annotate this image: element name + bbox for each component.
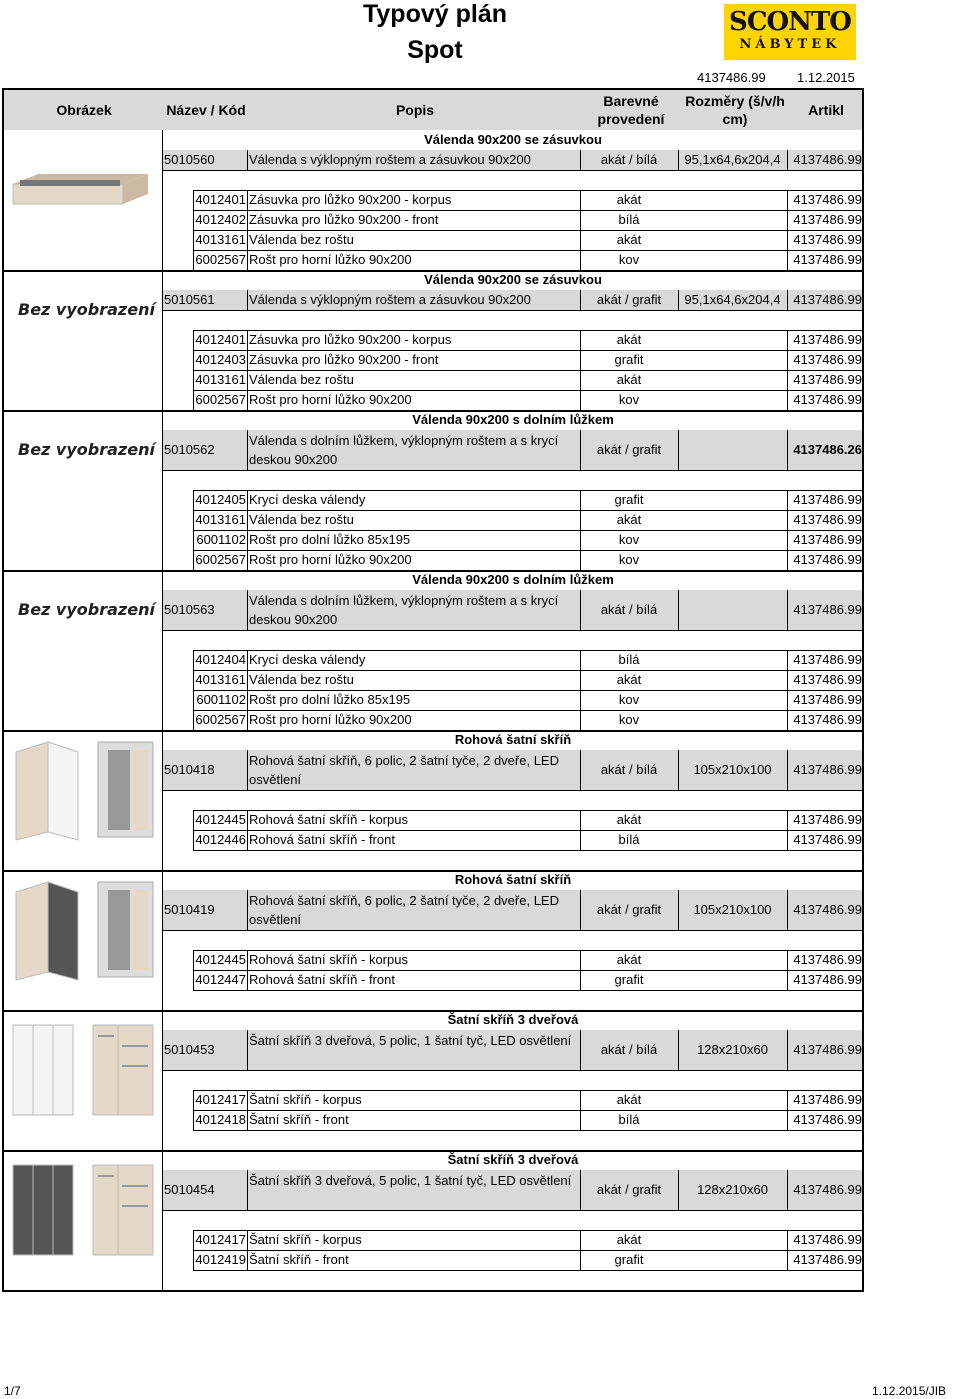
page-title: Typový plán — [362, 0, 507, 28]
part-code: 4012447 — [195, 972, 246, 987]
main-code: 5010563 — [164, 602, 215, 617]
page-number: 1/7 — [4, 1384, 21, 1398]
no-image-label: Bez vyobrazení — [18, 300, 155, 319]
part-article: 4137486.99 — [793, 1112, 862, 1127]
main-color: akát / grafit — [596, 442, 662, 457]
part-code: 6002567 — [195, 552, 246, 567]
part-color: akát — [616, 1092, 642, 1107]
part-article: 4137486.99 — [793, 712, 862, 727]
part-article: 4137486.99 — [793, 972, 862, 987]
part-description: Šatní skříň - front — [249, 1112, 349, 1127]
part-article: 4137486.99 — [793, 392, 862, 407]
main-article: 4137486.99 — [793, 1182, 862, 1197]
part-color: akát — [616, 812, 642, 827]
part-description: Šatní skříň - korpus — [249, 1092, 362, 1107]
part-description: Rošt pro dolní lůžko 85x195 — [249, 692, 411, 707]
col-dims: Rozměry (š/v/h cm) — [685, 93, 785, 127]
part-description: Rošt pro horní lůžko 90x200 — [249, 252, 412, 267]
section-title: Šatní skříň 3 dveřová — [447, 1152, 579, 1167]
section-title: Válenda 90x200 s dolním lůžkem — [412, 412, 614, 427]
main-dimensions: 105x210x100 — [693, 762, 772, 777]
part-color: akát — [616, 232, 642, 247]
main-description: Válenda s výklopným roštem a zásuvkou 90x200 — [249, 292, 531, 307]
part-article: 4137486.99 — [793, 352, 862, 367]
main-dimensions: 128x210x60 — [697, 1042, 768, 1057]
part-code: 4012445 — [195, 812, 246, 827]
part-article: 4137486.99 — [793, 652, 862, 667]
col-article: Artikl — [808, 102, 844, 118]
part-color: kov — [618, 712, 640, 727]
part-code: 6002567 — [195, 252, 246, 267]
main-code: 5010561 — [164, 292, 215, 307]
part-article: 4137486.99 — [793, 532, 862, 547]
no-image-label: Bez vyobrazení — [18, 600, 155, 619]
part-code: 6001102 — [196, 532, 246, 547]
part-code: 4013161 — [195, 512, 246, 527]
main-color: akát / bílá — [600, 1042, 658, 1057]
part-color: akát — [616, 1232, 642, 1247]
no-image-label: Bez vyobrazení — [18, 440, 155, 459]
part-color: akát — [616, 332, 642, 347]
part-code: 4012401 — [195, 332, 246, 347]
part-article: 4137486.99 — [793, 1092, 862, 1107]
part-code: 4012445 — [195, 952, 246, 967]
part-description: Zásuvka pro lůžko 90x200 - korpus — [249, 192, 452, 207]
part-description: Rohová šatní skříň - korpus — [249, 812, 408, 827]
part-color: akát — [616, 952, 642, 967]
main-dimensions: 95,1x64,6x204,4 — [684, 152, 781, 167]
document-code: 4137486.99 — [697, 70, 766, 85]
section-title: Válenda 90x200 s dolním lůžkem — [412, 572, 614, 587]
main-dimensions: 105x210x100 — [693, 902, 772, 917]
part-color: bílá — [618, 1112, 640, 1127]
main-color: akát / bílá — [600, 762, 658, 777]
col-color: Barevné provedení — [597, 93, 665, 127]
part-article: 4137486.99 — [793, 1252, 862, 1267]
logo-main-text: SCONTO — [729, 7, 851, 37]
main-article: 4137486.99 — [793, 902, 862, 917]
part-code: 6002567 — [195, 712, 246, 727]
col-name: Název / Kód — [166, 102, 246, 118]
part-color: akát — [616, 192, 642, 207]
part-color: akát — [616, 672, 642, 687]
part-color: grafit — [614, 492, 644, 507]
part-description: Rošt pro horní lůžko 90x200 — [249, 392, 412, 407]
logo-sub-text: NÁBYTEK — [739, 37, 841, 52]
part-article: 4137486.99 — [793, 492, 862, 507]
main-description: Rohová šatní skříň, 6 polic, 2 šatní tyče, 2 dveře, LED osvětlení — [249, 753, 559, 787]
part-description: Válenda bez roštu — [249, 232, 354, 247]
part-color: kov — [618, 392, 640, 407]
part-article: 4137486.99 — [793, 1232, 862, 1247]
section-title: Válenda 90x200 se zásuvkou — [424, 132, 602, 147]
part-description: Rohová šatní skříň - front — [249, 972, 395, 987]
main-code: 5010418 — [164, 762, 215, 777]
part-code: 4012417 — [195, 1232, 246, 1247]
part-code: 4012417 — [195, 1092, 246, 1107]
main-code: 5010454 — [164, 1182, 215, 1197]
part-code: 4012418 — [195, 1112, 246, 1127]
part-code: 4012446 — [195, 832, 246, 847]
main-code: 5010419 — [164, 902, 215, 917]
part-color: kov — [618, 692, 640, 707]
part-description: Rohová šatní skříň - korpus — [249, 952, 408, 967]
part-color: grafit — [614, 972, 644, 987]
part-code: 4012419 — [195, 1252, 246, 1267]
footer-stamp: 1.12.2015/JIB — [872, 1384, 947, 1398]
part-article: 4137486.99 — [793, 252, 862, 267]
part-description: Válenda bez roštu — [249, 672, 354, 687]
part-code: 4012404 — [195, 652, 246, 667]
main-description: Rohová šatní skříň, 6 polic, 2 šatní tyče, 2 dveře, LED osvětlení — [249, 893, 559, 927]
part-article: 4137486.99 — [793, 832, 862, 847]
part-article: 4137486.99 — [793, 212, 862, 227]
part-description: Válenda bez roštu — [249, 512, 354, 527]
part-description: Krycí deska válendy — [249, 492, 366, 507]
col-image: Obrázek — [56, 102, 112, 118]
part-color: bílá — [618, 212, 640, 227]
part-description: Rošt pro horní lůžko 90x200 — [249, 552, 412, 567]
part-description: Zásuvka pro lůžko 90x200 - korpus — [249, 332, 452, 347]
main-color: akát / bílá — [600, 602, 658, 617]
section-title: Rohová šatní skříň — [454, 732, 572, 747]
main-code: 5010453 — [164, 1042, 215, 1057]
part-description: Krycí deska válendy — [249, 652, 366, 667]
main-article: 4137486.99 — [793, 602, 862, 617]
section-title: Válenda 90x200 se zásuvkou — [424, 272, 602, 287]
part-description: Šatní skříň - korpus — [249, 1232, 362, 1247]
document-date: 1.12.2015 — [797, 70, 855, 85]
main-description: Šatní skříň 3 dveřová, 5 polic, 1 šatní tyč, LED osvětlení — [249, 1173, 572, 1188]
part-article: 4137486.99 — [793, 512, 862, 527]
main-color: akát / grafit — [596, 1182, 662, 1197]
part-color: kov — [618, 552, 640, 567]
part-code: 6001102 — [196, 692, 246, 707]
part-color: kov — [618, 532, 640, 547]
section-title: Rohová šatní skříň — [454, 872, 572, 887]
main-article: 4137486.99 — [793, 1042, 862, 1057]
part-color: grafit — [614, 1252, 644, 1267]
part-article: 4137486.99 — [793, 232, 862, 247]
part-code: 4012405 — [195, 492, 246, 507]
part-code: 4012403 — [195, 352, 246, 367]
part-article: 4137486.99 — [793, 372, 862, 387]
table-header — [2, 88, 864, 130]
part-article: 4137486.99 — [793, 672, 862, 687]
part-code: 4012401 — [195, 192, 246, 207]
main-color: akát / grafit — [596, 902, 662, 917]
part-code: 6002567 — [195, 392, 246, 407]
section-title: Šatní skříň 3 dveřová — [447, 1012, 579, 1027]
main-description: Válenda s dolním lůžkem, výklopným roštem a s krycí deskou 90x200 — [249, 433, 559, 467]
part-color: bílá — [618, 652, 640, 667]
page-subtitle: Spot — [407, 36, 463, 64]
part-color: grafit — [614, 352, 644, 367]
part-description: Zásuvka pro lůžko 90x200 - front — [249, 352, 439, 367]
part-code: 4012402 — [195, 212, 246, 227]
column-rule — [162, 130, 163, 1290]
part-description: Rohová šatní skříň - front — [249, 832, 395, 847]
part-article: 4137486.99 — [793, 692, 862, 707]
part-article: 4137486.99 — [793, 952, 862, 967]
part-article: 4137486.99 — [793, 332, 862, 347]
part-code: 4013161 — [195, 372, 246, 387]
col-desc: Popis — [395, 102, 435, 118]
part-description: Válenda bez roštu — [249, 372, 354, 387]
part-article: 4137486.99 — [793, 552, 862, 567]
main-article: 4137486.99 — [793, 762, 862, 777]
part-description: Zásuvka pro lůžko 90x200 - front — [249, 212, 439, 227]
main-description: Šatní skříň 3 dveřová, 5 polic, 1 šatní tyč, LED osvětlení — [249, 1033, 572, 1048]
table-frame — [2, 130, 864, 1292]
part-code: 4013161 — [195, 232, 246, 247]
main-article: 4137486.99 — [793, 292, 862, 307]
main-article: 4137486.26 — [793, 442, 862, 457]
part-color: kov — [618, 252, 640, 267]
part-description: Rošt pro dolní lůžko 85x195 — [249, 532, 411, 547]
main-code: 5010560 — [164, 152, 215, 167]
main-color: akát / grafit — [596, 292, 662, 307]
main-code: 5010562 — [164, 442, 215, 457]
part-article: 4137486.99 — [793, 192, 862, 207]
main-article: 4137486.99 — [793, 152, 862, 167]
part-code: 4013161 — [195, 672, 246, 687]
part-color: akát — [616, 372, 642, 387]
main-color: akát / bílá — [600, 152, 658, 167]
sconto-logo — [724, 4, 856, 60]
part-color: akát — [616, 512, 642, 527]
part-description: Šatní skříň - front — [249, 1252, 349, 1267]
main-dimensions: 95,1x64,6x204,4 — [684, 292, 781, 307]
part-color: bílá — [618, 832, 640, 847]
part-article: 4137486.99 — [793, 812, 862, 827]
part-description: Rošt pro horní lůžko 90x200 — [249, 712, 412, 727]
main-dimensions: 128x210x60 — [697, 1182, 768, 1197]
main-description: Válenda s výklopným roštem a zásuvkou 90x200 — [249, 152, 531, 167]
main-description: Válenda s dolním lůžkem, výklopným roštem a s krycí deskou 90x200 — [249, 593, 559, 627]
